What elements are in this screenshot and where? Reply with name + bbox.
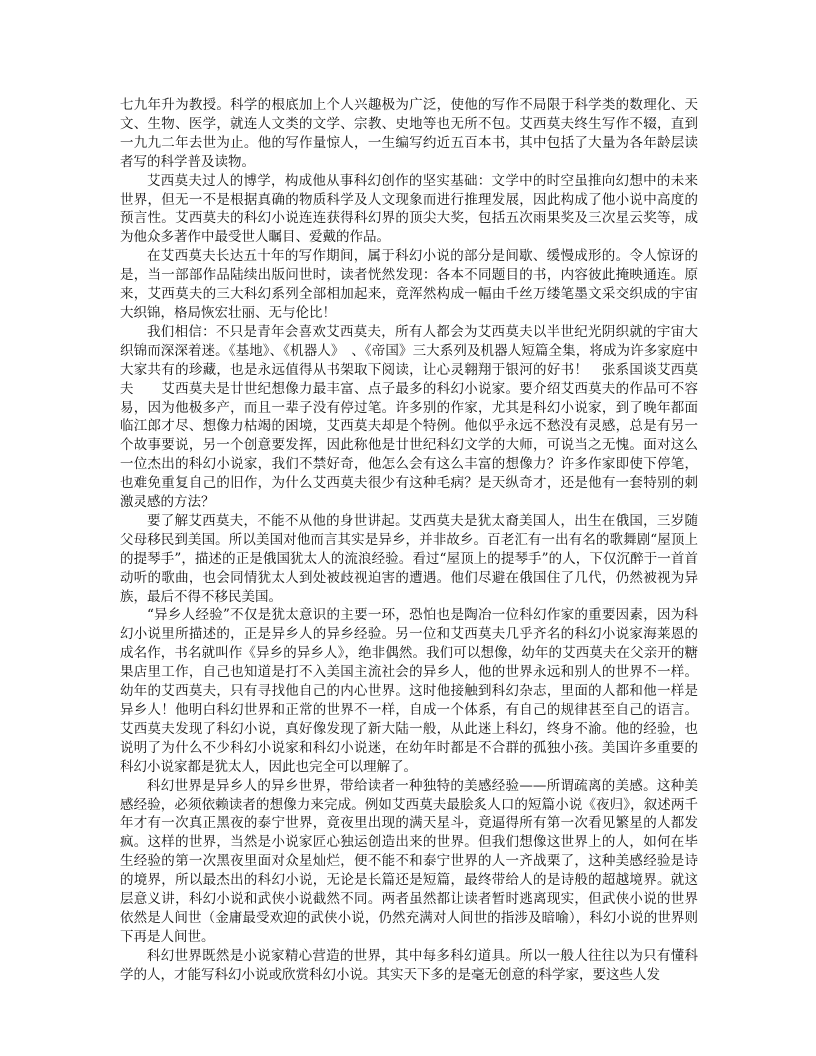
paragraph: 科幻世界是异乡人的异乡世界，带给读者一种独特的美感经验——所谓疏离的美感。这种美感经验，必须依赖读者的想像力来完成。例如艾西莫夫最脍炙人口的短篇小说《夜归》，叙述两千年才有一次真正黑夜的泰宁世界，竟夜里出现的满天星斗，竟逼得所有第一次看见繁星的人都发疯。这样的世界，当然是小说家匠心独运创造出来的世界。但我们想像这世界上的人，如何在毕生经验的第一次黑夜里面对众星灿烂，便不能不和泰宁世界的人一齐战栗了，这种美感经验是诗的境界，所以最杰出的科幻小说，无论是长篇还是短篇，最终带给人的是诗般的超越境界。就这层意义讲，科幻小说和武侠小说截然不同。两者虽然都让读者暂时逃离现实，但武侠小说的世界依然是人间世（金庸最受欢迎的武侠小说，仍然充满对人间世的指涉及暗喻），科幻小说的世界则下再是人间世。 [120, 777, 698, 945]
article-body [120, 96, 698, 985]
paragraph: “异乡人经验”不仅是犹太意识的主要一环，恐怕也是陶冶一位科幻作家的重要因素，因为科幻小说里所描述的，正是异乡人的异乡经验。另一位和艾西莫夫几乎齐名的科幻小说家海莱恩的成名作，书名就叫作《异乡的异乡人》，绝非偶然。我们可以想像，幼年的艾西莫夫在父亲开的糖果店里工作，自己也知道是打不入美国主流社会的异乡人，他的世界永远和别人的世界不一样。幼年的艾西莫夫，只有寻找他自己的内心世界。这时他接触到科幻杂志，里面的人都和他一样是异乡人！他明白科幻世界和正常的世界不一样，自成一个体系，有自己的规律甚至自己的语言。艾西莫夫发现了科幻小说，真好像发现了新大陆一般，从此迷上科幻，终身不渝。他的经验，也说明了为什么不少科幻小说家和科幻小说迷，在幼年时都是不合群的孤独小孩。美国许多重要的科幻小说家都是犹太人，因此也完全可以理解了。 [120, 607, 698, 775]
paragraph: 我们相信：不只是青年会喜欢艾西莫夫，所有人都会为艾西莫夫以半世纪光阴织就的宇宙大织锦而深深着迷。《基地》、《机器人》 、《帝国》三大系列及机器人短篇全集，将成为许多家庭中大家共有的珍藏，也是永远值得从书架取下阅读，让心灵翱翔于银河的好书！ 张系国谈艾西莫夫 艾西莫夫是廿世纪想像力最丰富、点子最多的科幻小说家。要介绍艾西莫夫的作品可不容易，因为他极多产，而且一辈子没有停过笔。许多别的作家，尤其是科幻小说家，到了晚年都面临江郎才尽、想像力枯竭的困境，艾西莫夫却是个特例。他似乎永远不愁没有灵感，总是有另一个故事要说，另一个创意要发挥，因此称他是廿世纪科幻文学的大师，可说当之无愧。面对这么一位杰出的科幻小说家，我们不禁好奇，他怎么会有这么丰富的想像力？许多作家即使下停笔，也难免重复自己的旧作，为什么艾西莫夫很少有这种毛病？是天纵奇才，还是他有一套特别的刺激灵感的方法？ [120, 323, 698, 511]
paragraph: 要了解艾西莫夫，不能不从他的身世讲起。艾西莫夫是犹太裔美国人，出生在俄国，三岁随父母移民到美国。所以美国对他而言其实是异乡，并非故乡。百老汇有一出有名的歌舞剧“屋顶上的提琴手”，描述的正是俄国犹太人的流浪经验。看过“屋顶上的提琴手”的人，下仅沉醉于一首首动听的歌曲，也会同情犹太人到处被歧视迫害的遭遇。他们尽避在俄国住了几代，仍然被视为异族，最后不得不移民美国。 [120, 512, 698, 605]
paragraph: 科幻世界既然是小说家精心营造的世界，其中每多科幻道具。所以一般人往往以为只有懂科学的人，才能写科幻小说或欣赏科幻小说。其实天下多的是毫无创意的科学家，要这些人发 [120, 947, 698, 983]
paragraph: 艾西莫夫过人的博学，构成他从事科幻创作的坚实基础：文学中的时空虽推向幻想中的未来世界，但无一不是根据真确的物质科学及人文现象而进行推理发展，因此构成了他小说中高度的预言性。艾西莫夫的科幻小说连连获得科幻界的顶尖大奖，包括五次雨果奖及三次星云奖等，成为他众多著作中最受世人瞩目、爱戴的作品。 [120, 172, 698, 246]
paragraph-continuation: 七九年升为教授。科学的根底加上个人兴趣极为广泛，使他的写作不局限于科学类的数理化、天文、生物、医学，就连人文类的文学、宗教、史地等也无所不包。艾西莫夫终生写作不辍，直到一九九二年去世为止。他的写作量惊人，一生编写约近五百本书，其中包括了大量为各年龄层读者写的科学普及读物。 [120, 97, 698, 170]
paragraph: 在艾西莫夫长达五十年的写作期间，属于科幻小说的部分是间歇、缓慢成形的。令人惊讶的是，当一部部作品陆续出版问世时，读者恍然发现：各本不同题目的书，内容彼此掩映通连。原来，艾西莫夫的三大科幻系列全部相加起来，竟浑然构成一幅由千丝万缕笔墨文采交织成的宇宙大织锦，格局恢宏壮丽、无与伦比！ [120, 248, 698, 321]
